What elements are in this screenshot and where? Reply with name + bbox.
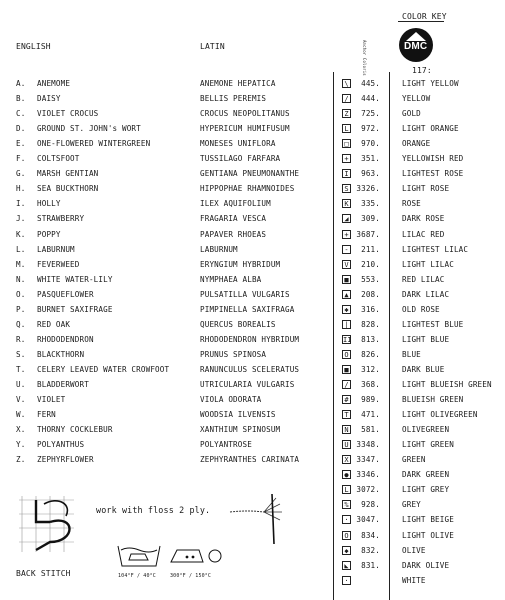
dmc-number: 3687.	[356, 229, 380, 239]
english-name: LABURNUM	[37, 244, 75, 254]
row-letter: P.	[16, 304, 26, 314]
dmc-number: 970.	[361, 139, 380, 149]
table-row	[0, 408, 505, 422]
color-name: DARK LILAC	[402, 289, 450, 299]
color-name: GREY	[402, 500, 421, 510]
table-row	[0, 393, 505, 407]
english-name: DAISY	[37, 94, 61, 104]
row-letter: N.	[16, 274, 26, 284]
dmc-number: 928.	[361, 500, 380, 510]
color-name: LIGHT GREEN	[402, 440, 454, 450]
row-letter: U.	[16, 380, 26, 389]
stitch-symbol: ◢	[342, 214, 351, 223]
row-letter: S.	[16, 349, 26, 359]
english-name: SEA BUCKTHORN	[37, 184, 99, 194]
latin-name: PIMPINELLA SAXIFRAGA	[200, 304, 295, 314]
english-name: HOLLY	[37, 199, 61, 209]
stitch-symbol: /	[342, 380, 351, 389]
table-row	[0, 197, 505, 211]
stitch-symbol: \	[342, 79, 351, 88]
table-row	[0, 182, 505, 196]
english-name: COLTSFOOT	[37, 154, 80, 164]
stitch-symbol: II	[343, 335, 352, 344]
latin-name: FRAGARIA VESCA	[200, 214, 267, 224]
latin-name: NYMPHAEA ALBA	[200, 274, 262, 284]
latin-name: VIOLA ODORATA	[200, 395, 262, 405]
stitch-symbol: ✱	[342, 305, 351, 314]
latin-name: TUSSILAGO FARFARA	[200, 154, 281, 164]
stitch-symbol: X	[342, 455, 351, 464]
dmc-number: 208.	[361, 289, 380, 299]
stitch-symbol: □	[342, 139, 351, 148]
row-letter: I.	[16, 199, 26, 209]
row-letter: F.	[16, 154, 26, 164]
color-name: LIGHT OLIVE	[402, 530, 454, 540]
english-name: STRAWBERRY	[37, 214, 85, 224]
latin-name: ILEX AQUIFOLIUM	[200, 199, 271, 209]
english-name: GROUND ST. JOHN's WORT	[37, 124, 141, 134]
table-row	[0, 348, 505, 362]
wash-temperature-label: 104°F / 40°C	[118, 573, 156, 579]
stitch-symbol: +	[342, 230, 351, 239]
table-row	[0, 453, 505, 467]
color-name: BLUE	[402, 349, 421, 359]
english-name: MARSH GENTIAN	[37, 169, 99, 179]
row-letter: Z.	[16, 455, 26, 465]
stitch-symbol: +	[342, 154, 351, 163]
color-name: LILAC RED	[402, 229, 445, 239]
latin-column-header: LATIN	[200, 42, 225, 51]
english-name: BLACKTHORN	[37, 349, 85, 359]
english-name: POLYANTHUS	[37, 440, 85, 450]
latin-name: HYPERICUM HUMIFUSUM	[200, 124, 290, 134]
table-row	[0, 363, 505, 377]
stitch-symbol: I	[342, 169, 351, 178]
latin-name: PULSATILLA VULGARIS	[200, 289, 290, 299]
dmc-number: 3346.	[356, 470, 380, 480]
dmc-number: 211.	[361, 244, 380, 254]
stitch-symbol: #	[342, 395, 351, 404]
row-letter: X.	[16, 425, 26, 435]
dmc-number: 368.	[361, 380, 380, 389]
latin-name: HIPPOPHAE RHAMNOIDES	[200, 184, 295, 194]
table-row	[0, 333, 505, 347]
color-name: LIGHTEST ROSE	[402, 169, 464, 179]
dmc-number: 989.	[361, 395, 380, 405]
table-row	[0, 122, 505, 136]
dmc-number: 335.	[361, 199, 380, 209]
stitch-symbol: O	[342, 531, 351, 540]
row-letter: L.	[16, 244, 26, 254]
table-row	[0, 273, 505, 287]
table-row	[0, 212, 505, 226]
dmc-number: 445.	[361, 79, 380, 88]
english-name: VIOLET	[37, 395, 66, 405]
dmc-number: 832.	[361, 545, 380, 555]
english-name: FERN	[37, 410, 56, 420]
table-row	[0, 243, 505, 257]
latin-name: BELLIS PEREMIS	[200, 94, 267, 104]
latin-name: ANEMONE HEPATICA	[200, 79, 276, 88]
row-letter: A.	[16, 79, 26, 88]
table-row	[0, 77, 505, 91]
row-letter: T.	[16, 364, 26, 374]
dmc-number: 963.	[361, 169, 380, 179]
row-letter: J.	[16, 214, 26, 224]
back-stitch-diagram	[14, 492, 84, 558]
table-row	[0, 318, 505, 332]
row-letter: Q.	[16, 319, 26, 329]
table-row	[0, 574, 505, 588]
row-letter: B.	[16, 94, 26, 104]
color-name: LIGHT ORANGE	[402, 124, 459, 134]
color-name: DARK OLIVE	[402, 560, 450, 570]
row-letter: E.	[16, 139, 26, 149]
stitch-symbol: ·	[342, 576, 351, 585]
latin-name: MONESES UNIFLORA	[200, 139, 276, 149]
color-name: LIGHT GREY	[402, 485, 450, 495]
row-letter: V.	[16, 395, 26, 405]
color-name: GOLD	[402, 109, 421, 119]
row-letter: M.	[16, 259, 26, 269]
english-name: VIOLET CROCUS	[37, 109, 99, 119]
color-name: LIGHT ROSE	[402, 184, 450, 194]
latin-name: GENTIANA PNEUMONANTHE	[200, 169, 300, 179]
color-name: WHITE	[402, 575, 426, 585]
dmc-number: 828.	[361, 319, 380, 329]
stitch-symbol: /	[342, 94, 351, 103]
dmc-number: 3326.	[356, 184, 380, 194]
dmc-number: 3047.	[356, 515, 380, 525]
latin-name: XANTHIUM SPINOSUM	[200, 425, 281, 435]
dmc-number: 834.	[361, 530, 380, 540]
latin-name: QUERCUS BOREALIS	[200, 319, 276, 329]
color-name: RED LILAC	[402, 274, 445, 284]
color-name: YELLOW	[402, 94, 431, 104]
row-letter: K.	[16, 229, 26, 239]
row-letter: Y.	[16, 440, 26, 450]
stitch-symbol: S	[342, 184, 351, 193]
latin-name: ZEPHYRANTHES CARINATA	[200, 455, 300, 465]
stitch-symbol: %	[342, 500, 351, 509]
table-row	[0, 303, 505, 317]
row-letter: D.	[16, 124, 26, 134]
table-row	[0, 378, 505, 392]
row-letter: C.	[16, 109, 26, 119]
color-name: BLUEISH GREEN	[402, 395, 464, 405]
english-name: ANEMOME	[37, 79, 71, 88]
color-name: ROSE	[402, 199, 421, 209]
latin-name: PRUNUS SPINOSA	[200, 349, 267, 359]
latin-name: WOODSIA ILVENSIS	[200, 410, 276, 420]
stitch-symbol: L	[342, 124, 351, 133]
row-letter: R.	[16, 334, 26, 344]
dmc-number: 210.	[361, 259, 380, 269]
dmc-number: 831.	[361, 560, 380, 570]
color-name: LIGHTEST BLUE	[402, 319, 464, 329]
stitch-symbol: K	[342, 199, 351, 208]
english-column-header: ENGLISH	[16, 42, 51, 51]
needle-and-thread-illustration	[228, 488, 298, 546]
english-name: RHODODENDRON	[37, 334, 94, 344]
english-name: POPPY	[37, 229, 61, 239]
table-row	[0, 92, 505, 106]
color-name: DARK BLUE	[402, 364, 445, 374]
latin-name: POLYANTROSE	[200, 440, 252, 450]
stitch-symbol: ◆	[342, 546, 351, 555]
dmc-logo-text: DMC	[404, 41, 428, 52]
dmc-number: 3347.	[356, 455, 380, 465]
color-name: OLIVEGREEN	[402, 425, 450, 435]
dmc-number: 3072.	[356, 485, 380, 495]
stitch-symbol: -	[342, 245, 351, 254]
latin-name: LABURNUM	[200, 244, 238, 254]
dmc-number: 309.	[361, 214, 380, 224]
table-row	[0, 107, 505, 121]
dmc-number: 444.	[361, 94, 380, 104]
dmc-logo	[398, 27, 434, 63]
floss-note: work with floss 2 ply.	[96, 505, 211, 515]
table-row	[0, 258, 505, 272]
stitch-symbol: U	[342, 440, 351, 449]
dmc-number: 471.	[361, 410, 380, 420]
english-name: PASQUEFLOWER	[37, 289, 94, 299]
stitch-symbol: ▲	[342, 290, 351, 299]
table-row	[0, 468, 505, 482]
back-stitch-label: BACK STITCH	[16, 569, 71, 578]
english-name: ZEPHYRFLOWER	[37, 455, 94, 465]
table-row	[0, 167, 505, 181]
stitch-symbol: ◣	[342, 561, 351, 570]
color-name: LIGHT LILAC	[402, 259, 454, 269]
english-name: FEVERWEED	[37, 259, 80, 269]
care-symbols	[115, 540, 225, 572]
english-name: THORNY COCKLEBUR	[37, 425, 113, 435]
color-name: ORANGE	[402, 139, 431, 149]
color-name: LIGHT BLUE	[402, 334, 450, 344]
dmc-number: 725.	[361, 109, 380, 119]
table-row	[0, 559, 505, 573]
table-row	[0, 152, 505, 166]
color-name: DARK ROSE	[402, 214, 445, 224]
english-name: ONE-FLOWERED WINTERGREEN	[37, 139, 151, 149]
vertical-brand-text: Anchor Coloris	[362, 40, 367, 76]
latin-name: CROCUS NEOPOLITANUS	[200, 109, 290, 119]
latin-name: PAPAVER RHOEAS	[200, 229, 267, 239]
stitch-symbol: Z	[342, 109, 351, 118]
english-name: WHITE WATER-LILY	[37, 274, 113, 284]
color-name: DARK GREEN	[402, 470, 450, 480]
stitch-symbol: N	[342, 425, 351, 434]
dmc-number: 813.	[361, 334, 380, 344]
color-name: LIGHT BLUEISH GREEN	[402, 380, 492, 389]
dmc-number: 3348.	[356, 440, 380, 450]
table-row	[0, 137, 505, 151]
color-name: LIGHT BEIGE	[402, 515, 454, 525]
stitch-symbol: T	[342, 410, 351, 419]
row-letter: H.	[16, 184, 26, 194]
english-name: BLADDERWORT	[37, 380, 89, 389]
stitch-symbol: O	[342, 350, 351, 359]
stitch-symbol: |	[342, 320, 351, 329]
latin-name: RANUNCULUS SCELERATUS	[200, 364, 300, 374]
color-key-underline	[398, 21, 444, 22]
color-name: YELLOWISH RED	[402, 154, 464, 164]
table-row	[0, 423, 505, 437]
english-name: CELERY LEAVED WATER CROWFOOT	[37, 364, 170, 374]
english-name: RED OAK	[37, 319, 71, 329]
dmc-number: 351.	[361, 154, 380, 164]
dmc-number: 972.	[361, 124, 380, 134]
latin-name: UTRICULARIA VULGARIS	[200, 380, 295, 389]
row-letter: W.	[16, 410, 26, 420]
latin-name: ERYNGIUM HYBRIDUM	[200, 259, 281, 269]
row-letter: O.	[16, 289, 26, 299]
color-name: GREEN	[402, 455, 426, 465]
dmc-number: 826.	[361, 349, 380, 359]
stitch-symbol: ■	[342, 275, 351, 284]
stitch-symbol: ■	[342, 365, 351, 374]
color-name: OLIVE	[402, 545, 426, 555]
dmc-number: 316.	[361, 304, 380, 314]
dmc-number: 581.	[361, 425, 380, 435]
color-name: LIGHTEST LILAC	[402, 244, 469, 254]
table-row	[0, 438, 505, 452]
table-row	[0, 228, 505, 242]
row-letter: G.	[16, 169, 26, 179]
iron-temperature-label: 300°F / 150°C	[170, 573, 212, 579]
color-key-header: COLOR KEY	[402, 12, 447, 21]
table-row	[0, 288, 505, 302]
stitch-symbol: L	[342, 485, 351, 494]
color-name: LIGHT OLIVEGREEN	[402, 410, 478, 420]
dmc-number: 117:	[412, 66, 432, 75]
stitch-symbol: ·	[342, 515, 351, 524]
english-name: BURNET SAXIFRAGE	[37, 304, 113, 314]
dmc-number: 312.	[361, 364, 380, 374]
dmc-number: 553.	[361, 274, 380, 284]
color-name: LIGHT YELLOW	[402, 79, 459, 88]
latin-name: RHODODENDRON HYBRIDUM	[200, 334, 300, 344]
color-name: OLD ROSE	[402, 304, 440, 314]
stitch-symbol: V	[342, 260, 351, 269]
stitch-symbol: ●	[342, 470, 351, 479]
